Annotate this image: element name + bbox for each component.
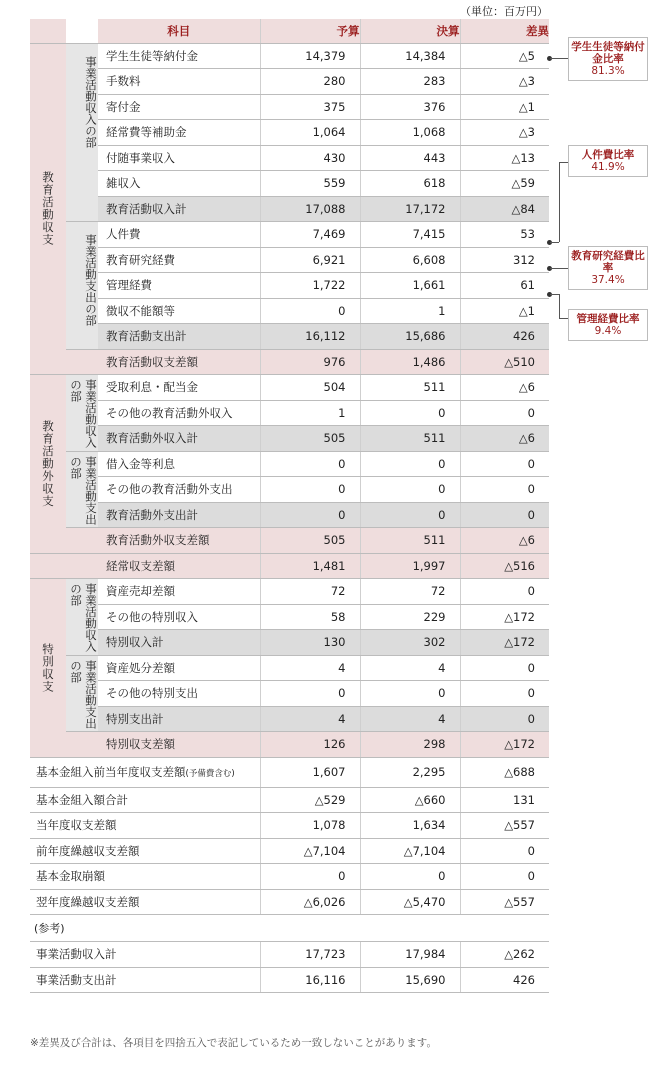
budget-cell: 505 [260, 426, 360, 452]
row-label: 当年度収支差額 [30, 813, 260, 839]
callout-value: 37.4% [591, 274, 625, 286]
diff-cell: △3 [460, 120, 549, 146]
diff-cell: 312 [460, 247, 549, 273]
budget-cell: 375 [260, 94, 360, 120]
row-label: その他の教育活動外支出 [98, 477, 260, 503]
actual-cell: 0 [360, 681, 460, 707]
budget-cell: 16,116 [260, 967, 360, 993]
summary-row [30, 813, 549, 839]
diff-cell: 131 [460, 787, 549, 813]
actual-cell: 376 [360, 94, 460, 120]
row-label: 借入金等利息 [98, 451, 260, 477]
budget-cell: 1,722 [260, 273, 360, 299]
diff-cell: 0 [460, 706, 549, 732]
summary-row [30, 864, 549, 890]
actual-cell: 511 [360, 426, 460, 452]
table-row [30, 69, 549, 95]
table-row [30, 477, 549, 503]
category-education: 教育活動収支 [30, 43, 66, 375]
callout-value: 41.9% [591, 161, 625, 173]
budget-cell: 58 [260, 604, 360, 630]
sub-edu-income: 事業活動収入の部 [66, 43, 98, 222]
diff-cell: △172 [460, 732, 549, 758]
actual-cell: 4 [360, 655, 460, 681]
budget-cell: △7,104 [260, 838, 360, 864]
actual-cell: △5,470 [360, 889, 460, 915]
reference-label: (参考) [30, 915, 549, 942]
budget-cell: 504 [260, 375, 360, 401]
callout-title: 学生生徒等納付金比率 [571, 41, 645, 65]
actual-cell: 511 [360, 375, 460, 401]
budget-cell: 0 [260, 477, 360, 503]
actual-cell: △7,104 [360, 838, 460, 864]
diff-cell: △1 [460, 94, 549, 120]
row-label: 教育活動収支差額 [98, 349, 260, 375]
actual-cell: 283 [360, 69, 460, 95]
row-label [30, 757, 260, 787]
table-row [30, 94, 549, 120]
row-label: 寄付金 [98, 94, 260, 120]
footnote: ※差異及び合計は、各項目を四捨五入で表記しているため一致しないことがあります。 [30, 1037, 437, 1049]
sub-special-expense: 事業活動支出の部 [66, 655, 98, 732]
budget-cell: 14,379 [260, 43, 360, 69]
row-label: 徴収不能額等 [98, 298, 260, 324]
row-label: その他の特別支出 [98, 681, 260, 707]
connector-line [550, 268, 568, 269]
category-special: 特別収支 [30, 579, 66, 758]
budget-cell: 1 [260, 400, 360, 426]
difference-row [30, 349, 549, 375]
budget-cell: 0 [260, 502, 360, 528]
row-label: 資産売却差額 [98, 579, 260, 605]
row-label: 経常費等補助金 [98, 120, 260, 146]
row-label: 人件費 [98, 222, 260, 248]
budget-cell: 0 [260, 864, 360, 890]
row-label: 経常収支差額 [98, 553, 260, 579]
table-row [30, 120, 549, 146]
row-label: 管理経費 [98, 273, 260, 299]
diff-cell: △262 [460, 942, 549, 968]
row-label: 学生生徒等納付金 [98, 43, 260, 69]
row-label: 受取利息・配当金 [98, 375, 260, 401]
diff-cell: △516 [460, 553, 549, 579]
actual-cell: 0 [360, 400, 460, 426]
table-row [30, 145, 549, 171]
row-label: 前年度繰越収支差額 [30, 838, 260, 864]
row-label: 基本金組入額合計 [30, 787, 260, 813]
table-row [30, 273, 549, 299]
connector-line [550, 58, 568, 59]
row-label: 事業活動収入計 [30, 942, 260, 968]
budget-cell: 1,481 [260, 553, 360, 579]
diff-cell: 0 [460, 838, 549, 864]
diff-cell: 0 [460, 477, 549, 503]
diff-cell: 426 [460, 324, 549, 350]
sub-nonedu-income: 事業活動収入の部 [66, 375, 98, 452]
diff-cell: 0 [460, 502, 549, 528]
reference-row [30, 942, 549, 968]
actual-cell: 1,634 [360, 813, 460, 839]
actual-cell: 1 [360, 298, 460, 324]
actual-cell: 618 [360, 171, 460, 197]
actual-cell: 4 [360, 706, 460, 732]
diff-cell: △3 [460, 69, 549, 95]
table-row [30, 298, 549, 324]
row-label: 特別収入計 [98, 630, 260, 656]
budget-cell: 0 [260, 681, 360, 707]
header-budget: 予算 [260, 19, 360, 43]
difference-row [30, 553, 549, 579]
budget-cell: 430 [260, 145, 360, 171]
diff-cell: 426 [460, 967, 549, 993]
connector-line [550, 294, 559, 295]
actual-cell: 1,661 [360, 273, 460, 299]
budget-cell: 505 [260, 528, 360, 554]
diff-cell: 0 [460, 655, 549, 681]
summary-row [30, 838, 549, 864]
table-row [30, 247, 549, 273]
actual-cell: 298 [360, 732, 460, 758]
callout-tuition-ratio [568, 37, 648, 81]
diff-cell: 61 [460, 273, 549, 299]
actual-cell: 0 [360, 451, 460, 477]
actual-cell: 0 [360, 502, 460, 528]
summary-row [30, 787, 549, 813]
total-row [30, 196, 549, 222]
diff-cell: △59 [460, 171, 549, 197]
budget-cell: 1,064 [260, 120, 360, 146]
difference-row [30, 528, 549, 554]
row-label: 教育活動収入計 [98, 196, 260, 222]
unit-label: （単位：百万円） [460, 5, 548, 18]
total-row [30, 630, 549, 656]
connector-line [559, 162, 560, 242]
callout-value: 9.4% [594, 325, 622, 337]
actual-cell: 229 [360, 604, 460, 630]
budget-cell: 4 [260, 655, 360, 681]
callout-research-ratio [568, 246, 648, 290]
table-row [30, 655, 549, 681]
diff-cell: △5 [460, 43, 549, 69]
diff-cell: △6 [460, 426, 549, 452]
actual-cell: 17,172 [360, 196, 460, 222]
actual-cell: 15,686 [360, 324, 460, 350]
budget-cell: 16,112 [260, 324, 360, 350]
budget-cell: 0 [260, 298, 360, 324]
actual-cell: 302 [360, 630, 460, 656]
budget-cell: 559 [260, 171, 360, 197]
diff-cell: △172 [460, 630, 549, 656]
actual-cell: 17,984 [360, 942, 460, 968]
table-row [30, 400, 549, 426]
callout-personnel-ratio [568, 145, 648, 177]
diff-cell: △172 [460, 604, 549, 630]
header-diff: 差異 [460, 19, 549, 43]
actual-cell: 14,384 [360, 43, 460, 69]
budget-cell: △6,026 [260, 889, 360, 915]
total-row [30, 426, 549, 452]
budget-cell: 976 [260, 349, 360, 375]
row-label: 雑収入 [98, 171, 260, 197]
actual-cell: 1,486 [360, 349, 460, 375]
reference-row [30, 967, 549, 993]
row-label: 手数料 [98, 69, 260, 95]
sub-edu-expense: 事業活動支出の部 [66, 222, 98, 350]
budget-cell: 0 [260, 451, 360, 477]
row-label: その他の特別収入 [98, 604, 260, 630]
callout-value: 81.3% [591, 65, 625, 77]
budget-cell: 6,921 [260, 247, 360, 273]
diff-cell: 0 [460, 681, 549, 707]
diff-cell: 0 [460, 579, 549, 605]
table-row [30, 579, 549, 605]
budget-cell: △529 [260, 787, 360, 813]
budget-cell: 72 [260, 579, 360, 605]
actual-cell: 72 [360, 579, 460, 605]
sub-nonedu-expense: 事業活動支出の部 [66, 451, 98, 528]
connector-line [550, 242, 559, 243]
budget-cell: 280 [260, 69, 360, 95]
sub-special-income: 事業活動収入の部 [66, 579, 98, 656]
diff-cell: △557 [460, 889, 549, 915]
row-label: 教育活動外収入計 [98, 426, 260, 452]
budget-cell: 4 [260, 706, 360, 732]
budget-cell: 130 [260, 630, 360, 656]
table-row [30, 604, 549, 630]
budget-cell: 126 [260, 732, 360, 758]
row-label: 特別支出計 [98, 706, 260, 732]
row-label: 翌年度繰越収支差額 [30, 889, 260, 915]
table-row [30, 451, 549, 477]
actual-cell: 443 [360, 145, 460, 171]
table-row [30, 222, 549, 248]
table-row [30, 681, 549, 707]
row-label: 特別収支差額 [98, 732, 260, 758]
row-label: 教育研究経費 [98, 247, 260, 273]
row-label: 付随事業収入 [98, 145, 260, 171]
diff-cell: 0 [460, 400, 549, 426]
diff-cell: △6 [460, 375, 549, 401]
connector-line [559, 294, 560, 318]
callout-title: 教育研究経費比率 [571, 250, 645, 274]
row-label: 教育活動支出計 [98, 324, 260, 350]
callout-admin-ratio [568, 309, 648, 341]
diff-cell: 53 [460, 222, 549, 248]
table-row [30, 171, 549, 197]
connector-line [559, 162, 568, 163]
row-label: 資産処分差額 [98, 655, 260, 681]
actual-cell: 0 [360, 864, 460, 890]
row-label: 教育活動外支出計 [98, 502, 260, 528]
row-label-main: 基本金組入前当年度収支差額 [36, 765, 186, 779]
budget-cell: 1,078 [260, 813, 360, 839]
row-label: 基本金取崩額 [30, 864, 260, 890]
summary-row [30, 889, 549, 915]
actual-cell: △660 [360, 787, 460, 813]
actual-cell: 1,068 [360, 120, 460, 146]
actual-cell: 6,608 [360, 247, 460, 273]
diff-cell: △510 [460, 349, 549, 375]
callout-title: 管理経費比率 [576, 313, 640, 325]
diff-cell: △6 [460, 528, 549, 554]
row-label: 事業活動支出計 [30, 967, 260, 993]
budget-cell: 17,723 [260, 942, 360, 968]
actual-cell: 7,415 [360, 222, 460, 248]
diff-cell: △84 [460, 196, 549, 222]
total-row [30, 324, 549, 350]
row-label: その他の教育活動外収入 [98, 400, 260, 426]
actual-cell: 2,295 [360, 757, 460, 787]
row-label-note: (予備費含む) [185, 769, 235, 779]
budget-cell: 1,607 [260, 757, 360, 787]
diff-cell: △13 [460, 145, 549, 171]
reference-row [30, 915, 549, 942]
diff-cell: △688 [460, 757, 549, 787]
table-row [30, 43, 549, 69]
actual-cell: 15,690 [360, 967, 460, 993]
row-label: 教育活動外収支差額 [98, 528, 260, 554]
diff-cell: 0 [460, 864, 549, 890]
header-row [30, 19, 549, 43]
actual-cell: 511 [360, 528, 460, 554]
connector-line [559, 318, 568, 319]
budget-table [30, 19, 549, 993]
total-row [30, 502, 549, 528]
diff-cell: △1 [460, 298, 549, 324]
table-row [30, 375, 549, 401]
actual-cell: 0 [360, 477, 460, 503]
total-row [30, 706, 549, 732]
header-actual: 決算 [360, 19, 460, 43]
actual-cell: 1,997 [360, 553, 460, 579]
category-non-education: 教育活動外収支 [30, 375, 66, 554]
difference-row [30, 732, 549, 758]
budget-cell: 17,088 [260, 196, 360, 222]
header-item: 科目 [98, 19, 260, 43]
diff-cell: △557 [460, 813, 549, 839]
budget-cell: 7,469 [260, 222, 360, 248]
callout-title: 人件費比率 [581, 149, 635, 161]
summary-row [30, 757, 549, 787]
diff-cell: 0 [460, 451, 549, 477]
